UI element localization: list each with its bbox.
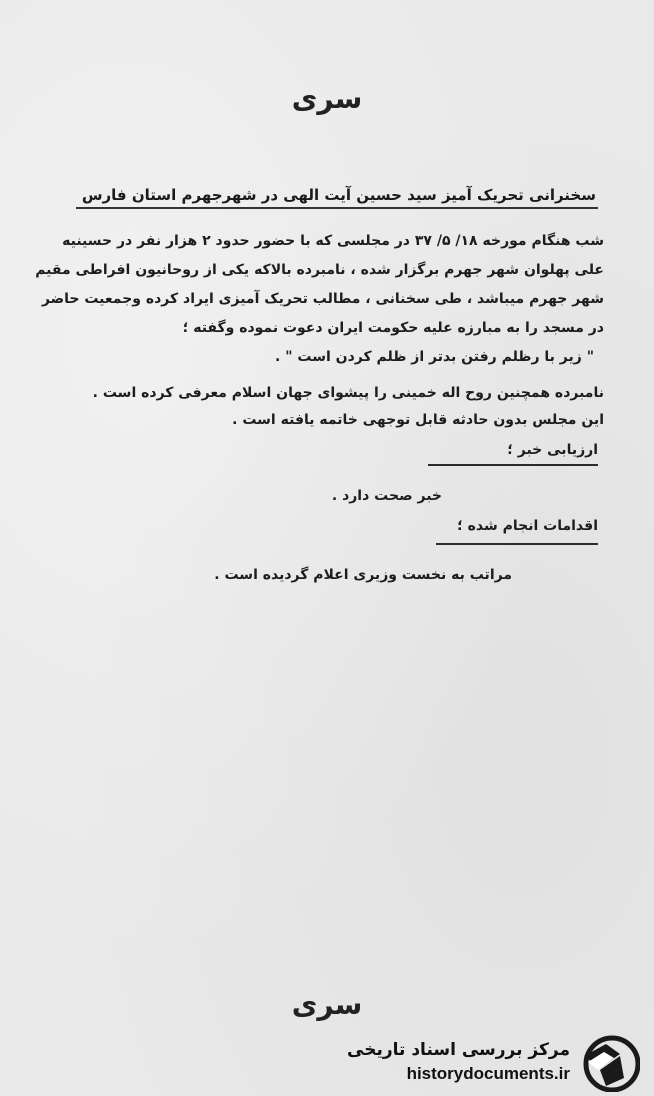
body-line: شب هنگام مورخه ۱۸/ ۵/ ۳۷ در مجلسی که با حضور حدود ۲ هزار نفر در حسینیه xyxy=(62,233,604,249)
actions-label: اقدامات انجام شده ؛ xyxy=(457,518,598,534)
archive-url[interactable]: historydocuments.ir xyxy=(406,1064,570,1083)
evaluation-text: خبر صحت دارد . xyxy=(331,488,442,504)
body-line: " زیر با رظلم رفتن بدتر از ظلم کردن است " . xyxy=(275,349,594,365)
evaluation-label: ارزیابی خبر ؛ xyxy=(507,442,598,458)
actions-text: مراتب به نخست وزیری اعلام گردیده است . xyxy=(214,567,512,583)
body-line: نامبرده همچنین روح اله خمینی را پیشوای جهان اسلام معرفی کرده است . xyxy=(92,385,604,401)
body-line: این مجلس بدون حادثه قابل توجهی خاتمه یافته است . xyxy=(232,412,604,428)
body-line: در مسجد را به مبارزه علیه حکومت ایران دعوت نموده وگفته ؛ xyxy=(182,320,604,336)
classification-header: سری xyxy=(291,82,363,115)
report-body xyxy=(35,0,604,1096)
classification-footer: سری xyxy=(291,988,363,1021)
book-logo-icon xyxy=(576,1034,640,1092)
document-subject: سخنرانی تحریک آمیز سید حسین آیت الهی در شهرجهرم استان فارس xyxy=(81,186,596,204)
archive-title: مرکز بررسی اسناد تاریخی xyxy=(347,1040,570,1060)
actions-underline xyxy=(436,543,598,545)
evaluation-underline xyxy=(428,464,598,466)
body-line: علی پهلوان شهر جهرم برگزار شده ، نامبرده بالاکه یکی از روحانیون افراطی مقیم xyxy=(35,262,604,278)
body-line: شهر جهرم میباشد ، طی سخنانی ، مطالب تحریک آمیزی ایراد کرده وجمعیت حاضر xyxy=(41,291,604,307)
